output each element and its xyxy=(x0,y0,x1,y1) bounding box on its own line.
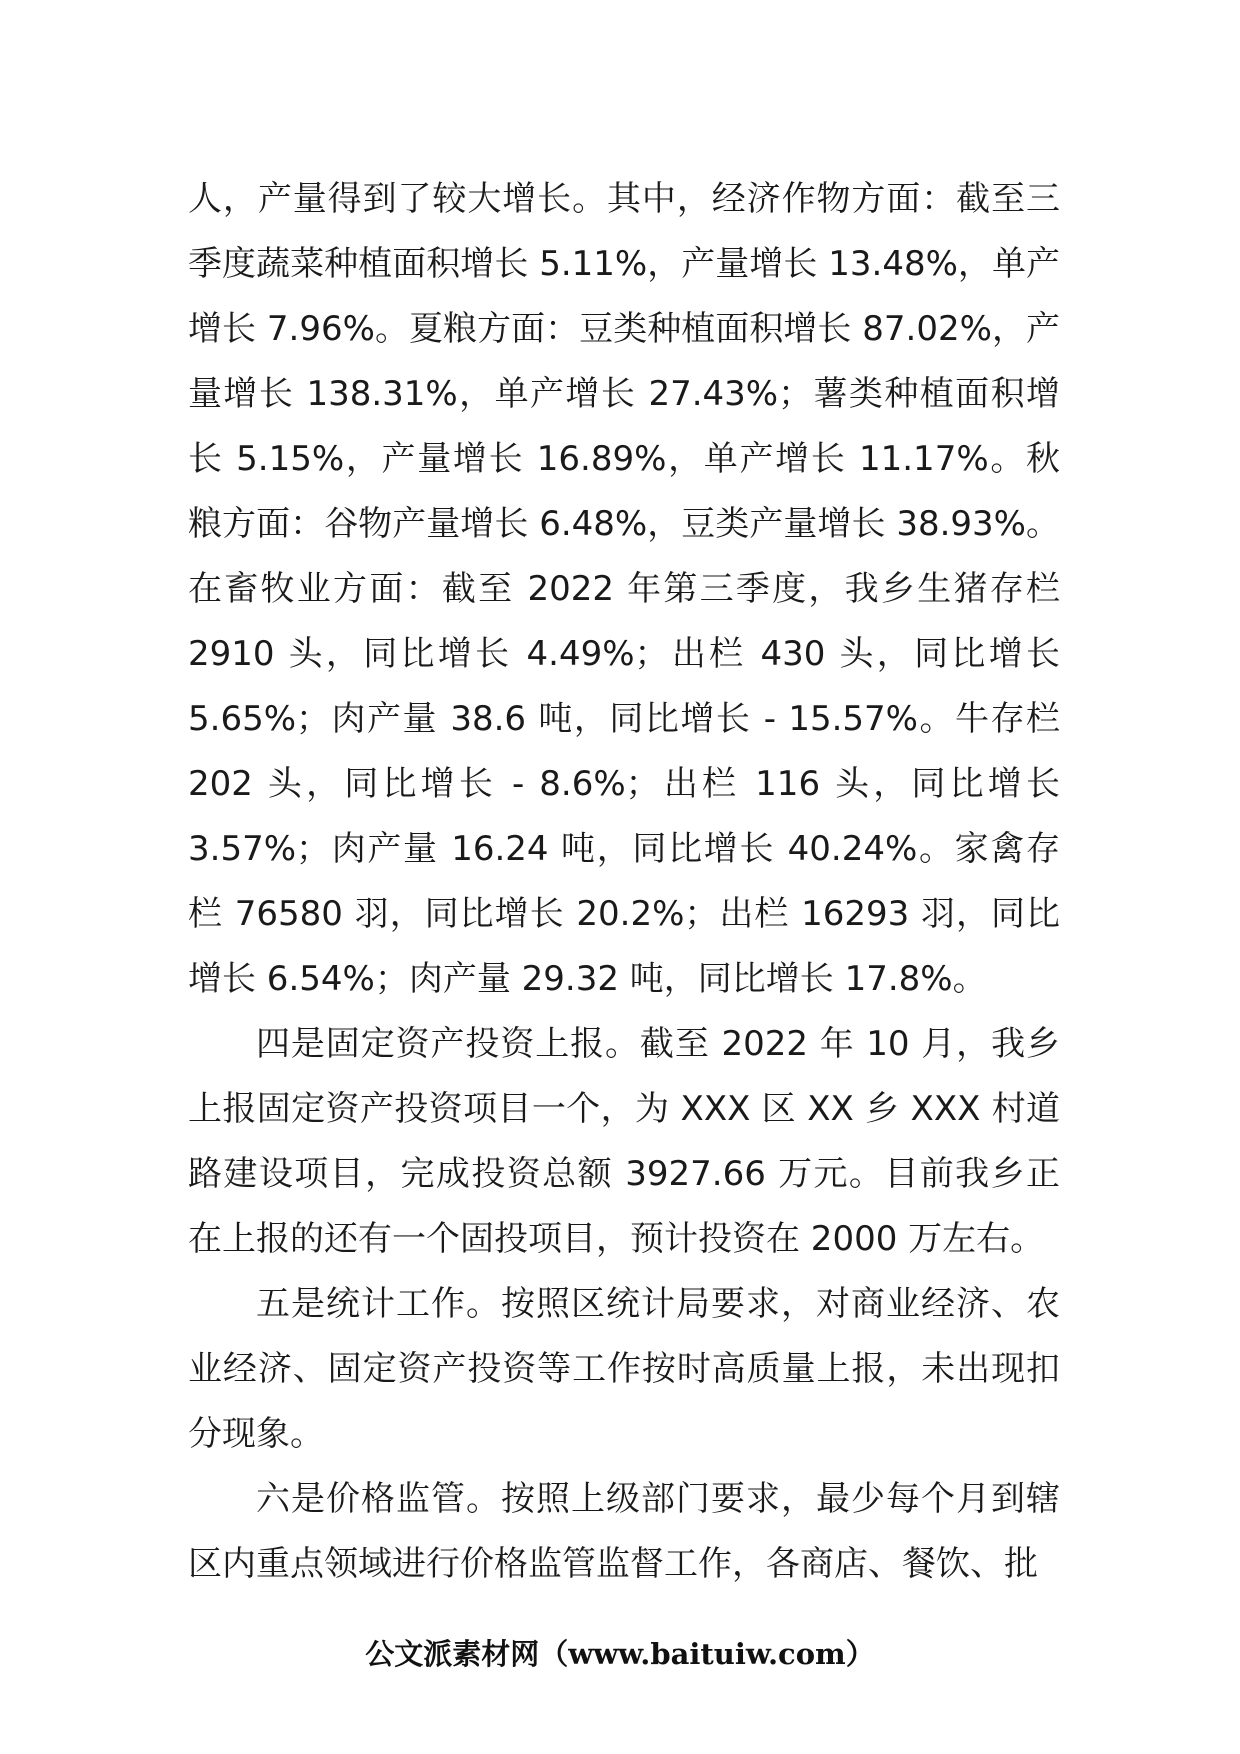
footer-watermark: 公文派素材网（www.baituiw.com） xyxy=(365,1637,875,1671)
paragraph-statistics-work: 五是统计工作。按照区统计局要求，对商业经济、农业经济、固定资产投资等工作按时高质量上报，未出现扣分现象。 xyxy=(188,1284,1060,1454)
paragraph-price-supervision: 六是价格监管。按照上级部门要求，最少每个月到辖区内重点领域进行价格监管监督工作，各商店、餐饮、批 xyxy=(188,1479,1060,1584)
paragraph-fixed-asset-investment: 四是固定资产投资上报。截至 2022 年 10 月，我乡上报固定资产投资项目一个，为 XXX 区 XX 乡 XXX 村道路建设项目，完成投资总额 3927.66 万元。目前我乡正在上报的还有一个固投项目，预计投资在 2000 万左右。 xyxy=(188,1024,1060,1259)
paragraph-continued-statistics: 人，产量得到了较大增长。其中，经济作物方面：截至三季度蔬菜种植面积增长 5.11%，产量增长 13.48%，单产增长 7.96%。夏粮方面：豆类种植面积增长 87.02%，产量增长 138.31%，单产增长 27.43%；薯类种植面积增长 5.15%，产量增长 16.89%，单产增长 11.17%。秋粮方面：谷物产量增长 6.48%，豆类产量增长 38.93%。在畜牧业方面：截至 2022 年第三季度，我乡生猪存栏 2910 头，同比增长 4.49%；出栏 430 头，同比增长 5.65%；肉产量 38.6 吨，同比增长 - 15.57%。牛存栏 202 头，同比增长 - 8.6%；出栏 116 头，同比增长 3.57%；肉产量 16.24 吨，同比增长 40.24%。家禽存栏 76580 羽，同比增长 20.2%；出栏 16293 羽，同比增长 6.54%；肉产量 29.32 吨，同比增长 17.8%。 xyxy=(188,179,1060,999)
document-body xyxy=(188,167,1060,1597)
